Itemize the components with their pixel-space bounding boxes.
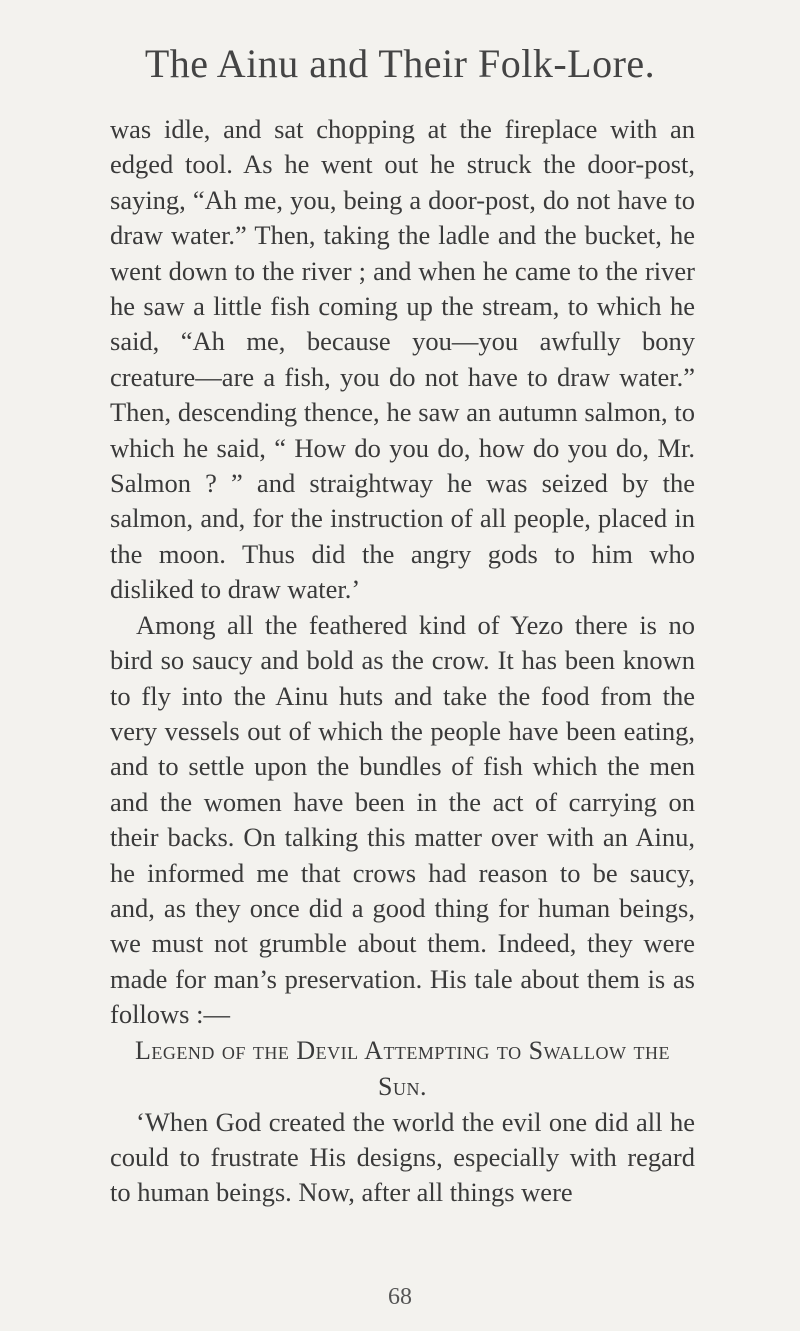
paragraph-legend-start: ‘When God created the world the evil one did all he could to frustrate His designs, especially with regard to human beings. Now, after all things were (110, 1106, 695, 1208)
paragraph-continuation: was idle, and sat chopping at the fireplace with an edged tool. As he went out he struck the door-post, saying, “Ah me, you, being a door-post, do not have to draw water.” Then, taking the ladle and the bucket, he went down to the river ; and when he came to the river he saw a little fish coming up the stream, to which he said, “Ah me, because you—you awfully bony creature—are a fish, you do not have to draw water.” Then, descending thence, he saw an autumn salmon, to which he said, “ How do you do, how do you do, Mr. Salmon ? ” and straightway he was seized by the salmon, and, for the instruction of all people, placed in the moon. Thus did the angry gods to him who disliked to draw water.’ (110, 114, 695, 605)
body-text (110, 112, 695, 1211)
running-head: The Ainu and Their Folk-Lore. (144, 41, 656, 86)
page-number: 68 (388, 1284, 412, 1310)
legend-heading: Legend of the Devil Attempting to Swallow the Sun. (134, 1035, 671, 1101)
paragraph-crow: Among all the feathered kind of Yezo there is no bird so saucy and bold as the crow. It has been known to fly into the Ainu huts and take the food from the very vessels out of which the people have been eating, and to settle upon the bundles of fish which the men and the women have been in the act of carrying on their backs. On talking this matter over with an Ainu, he informed me that crows had reason to be saucy, and, as they once did a good thing for human beings, we must not grumble about them. Indeed, they were made for man’s preservation. His tale about them is as follows :— (110, 609, 695, 1030)
